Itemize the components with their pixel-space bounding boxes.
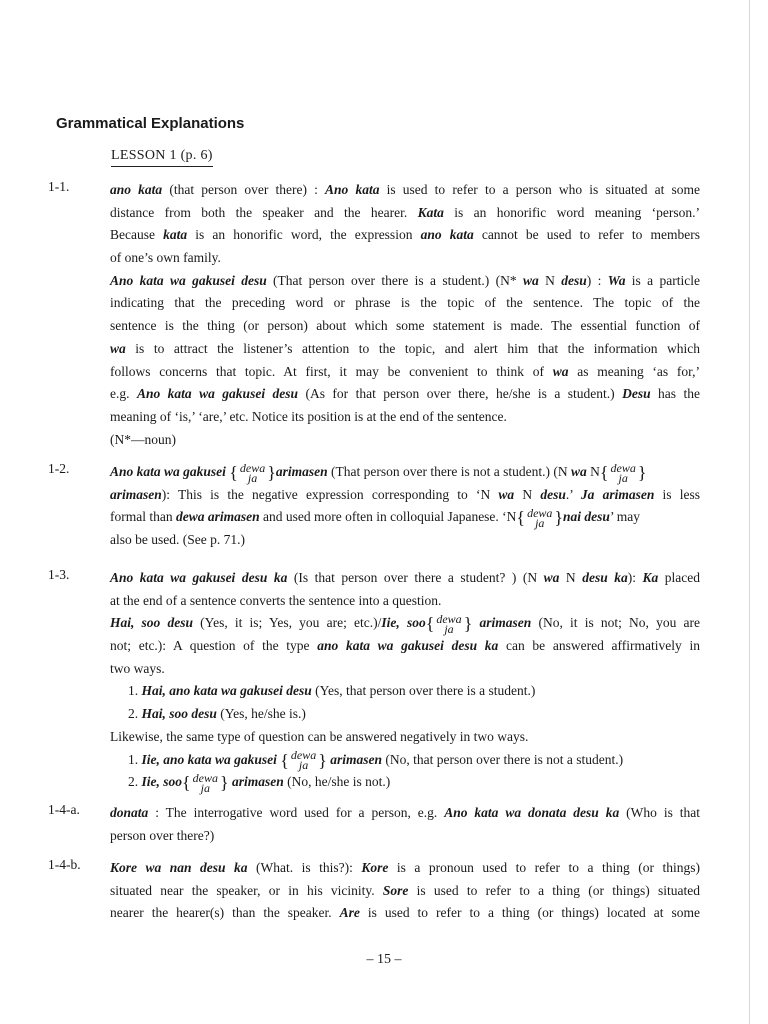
text-line: meaning of ‘is,’ ‘are,’ etc. Notice its position is at the end of the sentence. bbox=[110, 408, 507, 424]
text-line: Because kata is an honorific word, the expression ano kata cannot be used to refer to members bbox=[110, 227, 700, 243]
text-line: distance from both the speaker and the hearer. Kata is an honorific word meaning ‘person.’ bbox=[110, 204, 700, 220]
text-line: follows concerns that topic. At first, it may be convenient to think of wa as meaning ‘as for,’ bbox=[110, 363, 700, 379]
entry-number: 1-3. bbox=[48, 567, 70, 582]
text-line: (N*—noun) bbox=[110, 431, 176, 447]
text-line: formal than dewa arimasen and used more often in colloquial Japanese. ‘N{ dewa ja }nai desu’ may bbox=[110, 506, 641, 531]
text-line: sentence is the thing (or person) about which some statement is made. The essential function of bbox=[110, 318, 700, 334]
section-heading: Grammatical Explanations bbox=[56, 115, 245, 132]
text-line: Ano kata wa gakusei { dewa ja }arimasen (That person over there is not a student.) (N wa N{ dewa ja } bbox=[110, 460, 647, 485]
dewa-ja-stack: dewa ja bbox=[610, 460, 636, 485]
text-line: Ano kata wa gakusei desu ka (Is that person over there a student? ) (N wa N desu ka): Ka placed bbox=[110, 570, 701, 585]
text-line: also be used. (See p. 71.) bbox=[110, 532, 245, 548]
entry-body bbox=[110, 461, 700, 552]
text-line: Likewise, the same type of question can be answered negatively in two ways. bbox=[110, 728, 529, 744]
text-line: situated near the speaker, or in his vicinity. Sore is used to refer to a thing (or things) situated bbox=[110, 882, 701, 898]
entry-number: 1-4-b. bbox=[48, 857, 81, 872]
text-line: 1. Iie, ano kata wa gakusei { dewa ja } arimasen (No, that person over there is not a student.) bbox=[128, 748, 624, 773]
text-line: person over there?) bbox=[110, 827, 215, 843]
text-line: at the end of a sentence converts the sentence into a question. bbox=[110, 592, 442, 608]
dewa-ja-stack: dewa ja bbox=[290, 748, 317, 773]
text-line: Ano kata wa gakusei desu (That person over there is a student.) (N* wa N desu) : Wa is a particle bbox=[110, 272, 700, 288]
entry-body bbox=[110, 179, 700, 451]
text-line: not; etc.): A question of the type ano kata wa gakusei desu ka can be answered affirmatively in bbox=[110, 638, 700, 654]
entry-body bbox=[110, 802, 700, 847]
page-edge-line bbox=[749, 0, 750, 1024]
text-line: nearer the hearer(s) than the speaker. Are is used to refer to a thing (or things) located at some bbox=[110, 905, 700, 921]
text-line: ano kata (that person over there) : Ano kata is used to refer to a person who is situated at some bbox=[110, 182, 700, 197]
text-line: arimasen): This is the negative expression corresponding to ‘N wa N desu.’ Ja arimasen is less bbox=[110, 486, 700, 502]
entry-number: 1-2. bbox=[48, 461, 70, 476]
text-line: wa is to attract the listener’s attention to the topic, and alert him that the information which bbox=[110, 340, 700, 356]
text-line: donata : The interrogative word used for a person, e.g. Ano kata wa donata desu ka (Who is that bbox=[110, 805, 701, 820]
entry-body bbox=[110, 857, 700, 925]
text-line: 2. Hai, soo desu (Yes, he/she is.) bbox=[128, 706, 306, 722]
entry-body bbox=[110, 567, 700, 794]
entry-number: 1-1. bbox=[48, 179, 70, 194]
text-line: Hai, soo desu (Yes, it is; Yes, you are; etc.)/Iie, soo{ dewa ja } arimasen (No, it is not; No, you are bbox=[110, 612, 701, 637]
entry-number: 1-4-a. bbox=[48, 802, 80, 817]
dewa-ja-stack: dewa ja bbox=[192, 771, 218, 796]
text-line: e.g. Ano kata wa gakusei desu (As for that person over there, he/she is a student.) Desu has the bbox=[110, 386, 700, 402]
dewa-ja-stack: dewa ja bbox=[527, 506, 553, 531]
page-number: – 15 – bbox=[366, 952, 402, 967]
dewa-ja-stack: dewa ja bbox=[436, 612, 462, 637]
text-line: indicating that the preceding word or phrase is the topic of the sentence. The topic of the bbox=[110, 295, 700, 311]
lesson-title: LESSON 1 (p. 6) bbox=[111, 148, 213, 167]
text-line: 2. Iie, soo{ dewa ja } arimasen (No, he/she is not.) bbox=[128, 771, 391, 796]
text-line: two ways. bbox=[110, 660, 165, 676]
text-line: Kore wa nan desu ka (What. is this?): Kore is a pronoun used to refer to a thing (or things) bbox=[110, 860, 701, 875]
dewa-ja-stack: dewa ja bbox=[239, 460, 266, 485]
text-line: of one’s own family. bbox=[110, 250, 221, 266]
text-line: 1. Hai, ano kata wa gakusei desu (Yes, that person over there is a student.) bbox=[128, 683, 536, 699]
